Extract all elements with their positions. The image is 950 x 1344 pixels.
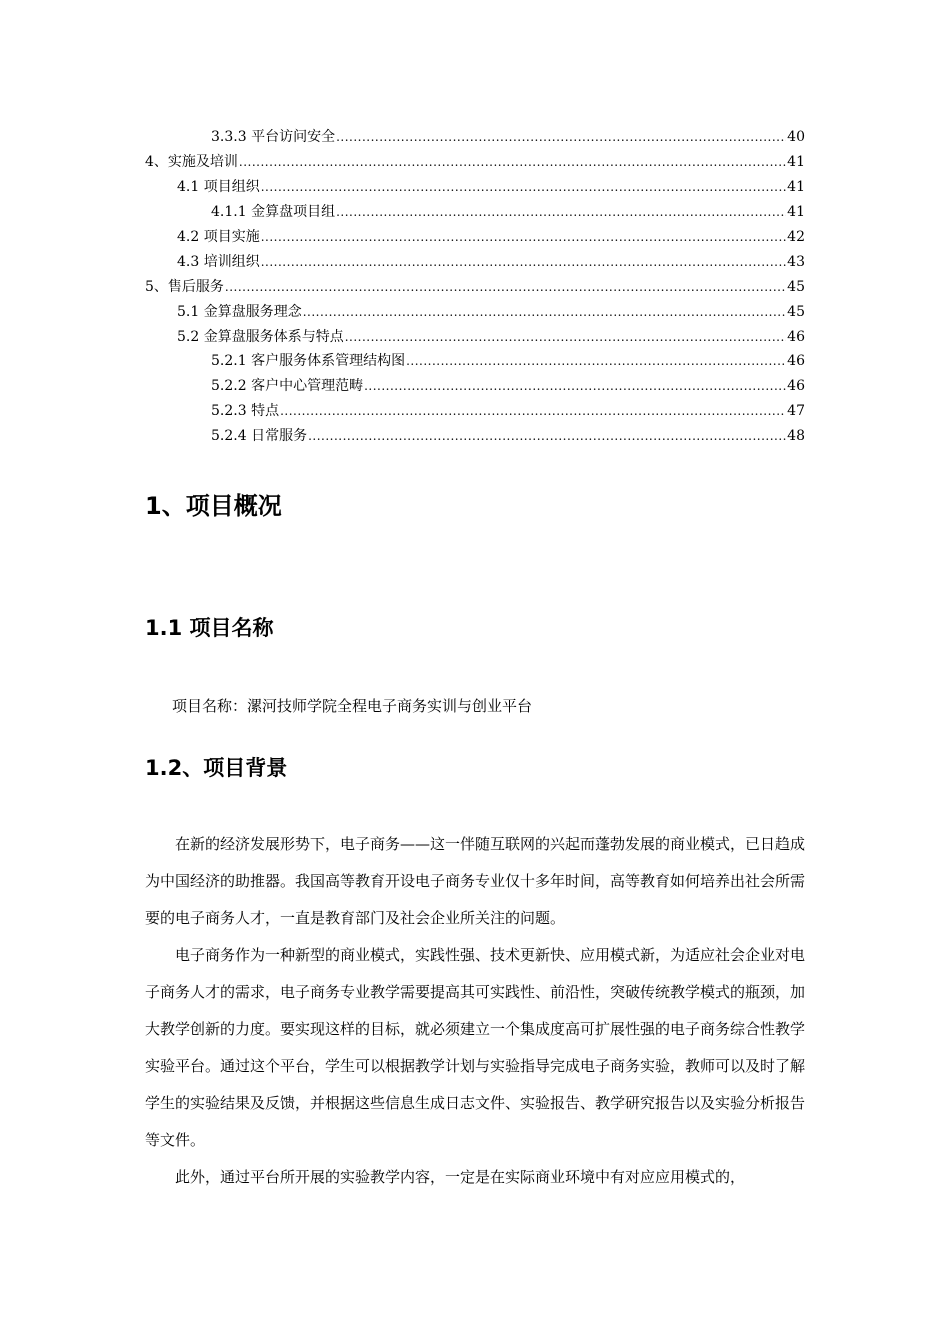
section-1-heading: 1、项目概况 xyxy=(145,492,282,520)
toc-entry-page: 41 xyxy=(787,154,805,170)
background-paragraph-3: 此外，通过平台所开展的实验教学内容，一定是在实际商业环境中有对应应用模式的， xyxy=(175,1168,746,1186)
toc-entry-page: 42 xyxy=(787,229,805,245)
toc-entry-page: 47 xyxy=(787,403,805,419)
toc-entry-page: 46 xyxy=(787,329,805,345)
toc-entry[interactable] xyxy=(177,177,805,197)
toc-entry-page: 41 xyxy=(787,204,805,220)
toc-entry-label: 5.1 金算盘服务理念 xyxy=(177,304,302,320)
toc-entry-label: 4.2 项目实施 xyxy=(177,229,260,245)
toc-entry-page: 40 xyxy=(787,129,805,145)
toc-entry[interactable] xyxy=(145,277,805,297)
toc-entry-page: 46 xyxy=(787,353,805,369)
section-1-1-heading: 1.1 项目名称 xyxy=(145,616,274,640)
toc-entry-label: 4.3 培训组织 xyxy=(177,254,260,270)
toc-entry[interactable] xyxy=(211,401,805,421)
toc-entry-page: 45 xyxy=(787,304,805,320)
toc-entry-page: 43 xyxy=(787,254,805,270)
toc-entry[interactable] xyxy=(211,426,805,446)
toc-entry[interactable] xyxy=(211,202,805,222)
toc-entry-page: 41 xyxy=(787,179,805,195)
toc-entry[interactable] xyxy=(177,227,805,247)
toc-entry-label: 5.2.1 客户服务体系管理结构图 xyxy=(211,353,406,369)
toc-entry[interactable] xyxy=(211,376,805,396)
toc-entry-label: 4、实施及培训 xyxy=(145,154,238,170)
background-paragraph-2: 电子商务作为一种新型的商业模式，实践性强、技术更新快、应用模式新，为适应社会企业对电子商务人才的需求，电子商务专业教学需要提高其可实践性、前沿性，突破传统教学模式的瓶颈，加大教学创新的力度。要实现这样的目标，就必须建立一个集成度高可扩展性强的电子商务综合性教学实验平台。通过这个平台，学生可以根据教学计划与实验指导完成电子商务实验，教师可以及时了解学生的实验结果及反馈，并根据这些信息生成日志文件、实验报告、教学研究报告以及实验分析报告等文件。 xyxy=(145,946,806,1149)
toc-entry-page: 46 xyxy=(787,378,805,394)
toc-entry-label: 5.2.2 客户中心管理范畴 xyxy=(211,378,364,394)
toc-entry-label: 5.2.3 特点 xyxy=(211,403,280,419)
toc-entry[interactable] xyxy=(177,252,805,272)
toc-entry[interactable] xyxy=(211,351,805,371)
background-paragraph-1: 在新的经济发展形势下，电子商务——这一伴随互联网的兴起而蓬勃发展的商业模式，已日趋成为中国经济的助推器。我国高等教育开设电子商务专业仅十多年时间，高等教育如何培养出社会所需要的电子商务人才，一直是教育部门及社会企业所关注的问题。 xyxy=(145,835,806,927)
toc-entry[interactable] xyxy=(177,302,805,322)
toc-entry-label: 3.3.3 平台访问安全 xyxy=(211,129,336,145)
toc-entry-page: 48 xyxy=(787,428,805,444)
toc-entry-label: 4.1.1 金算盘项目组 xyxy=(211,204,336,220)
toc-entry[interactable] xyxy=(211,127,805,147)
toc-entry-label: 5.2.4 日常服务 xyxy=(211,428,308,444)
toc-entry-label: 5.2 金算盘服务体系与特点 xyxy=(177,329,344,345)
section-1-2-heading: 1.2、项目背景 xyxy=(145,756,288,780)
toc-entry-label: 5、售后服务 xyxy=(145,279,224,295)
toc-entry[interactable] xyxy=(177,327,805,347)
project-name-line: 项目名称：漯河技师学院全程电子商务实训与创业平台 xyxy=(172,697,533,715)
toc-entry[interactable] xyxy=(145,152,805,172)
toc-entry-page: 45 xyxy=(787,279,805,295)
toc-entry-label: 4.1 项目组织 xyxy=(177,179,260,195)
